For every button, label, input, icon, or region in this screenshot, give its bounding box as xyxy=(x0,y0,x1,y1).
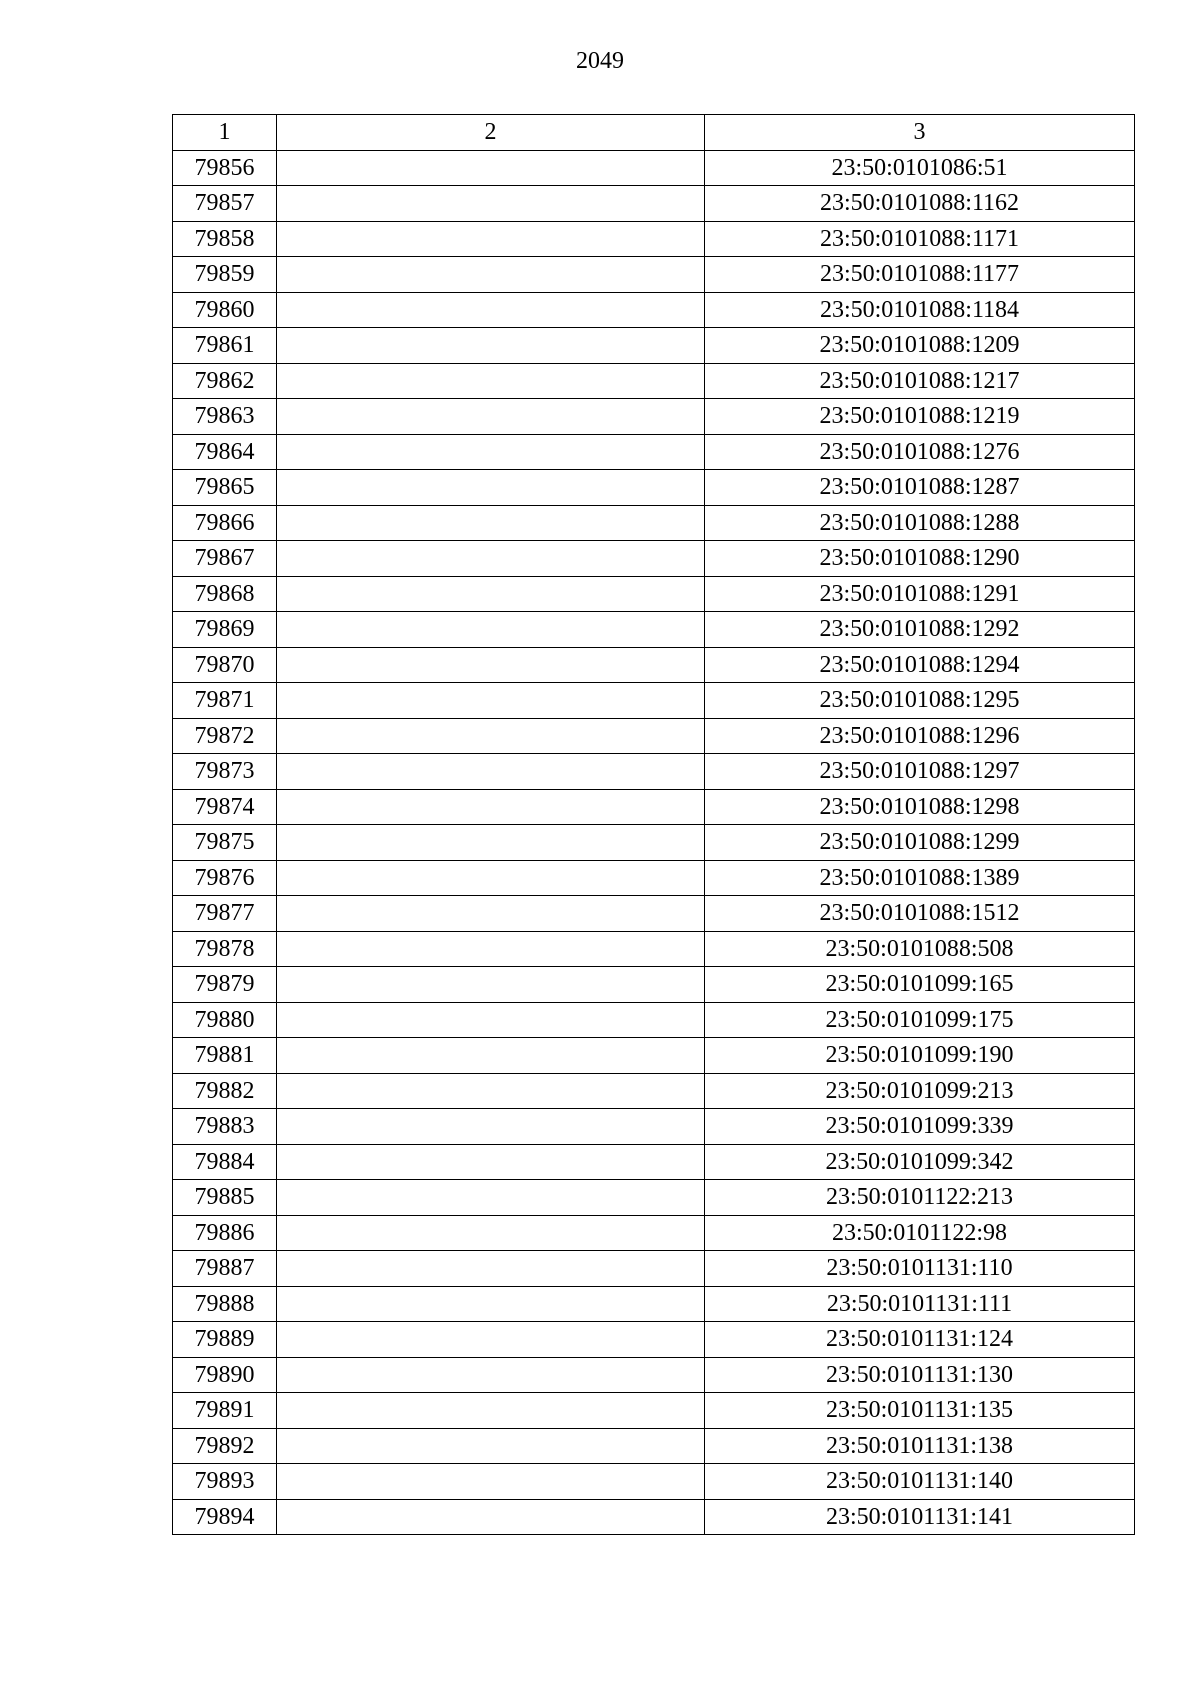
cadastral-number-cell: 23:50:0101088:1209 xyxy=(705,328,1135,364)
table-row xyxy=(173,860,1135,896)
row-empty-cell xyxy=(277,221,705,257)
table-row xyxy=(173,1144,1135,1180)
row-empty-cell xyxy=(277,1073,705,1109)
cadastral-number-cell: 23:50:0101088:1287 xyxy=(705,470,1135,506)
table-row xyxy=(173,789,1135,825)
table-row xyxy=(173,150,1135,186)
table-row xyxy=(173,470,1135,506)
table-row xyxy=(173,292,1135,328)
row-number-cell: 79885 xyxy=(173,1180,277,1216)
row-empty-cell xyxy=(277,1180,705,1216)
cadastral-number-cell: 23:50:0101122:213 xyxy=(705,1180,1135,1216)
row-number-cell: 79884 xyxy=(173,1144,277,1180)
row-empty-cell xyxy=(277,257,705,293)
row-number-cell: 79894 xyxy=(173,1499,277,1535)
row-number-cell: 79872 xyxy=(173,718,277,754)
table-body xyxy=(173,150,1135,1535)
table-row xyxy=(173,1109,1135,1145)
table-row xyxy=(173,1002,1135,1038)
row-empty-cell xyxy=(277,1357,705,1393)
row-empty-cell xyxy=(277,505,705,541)
row-empty-cell xyxy=(277,1464,705,1500)
row-empty-cell xyxy=(277,825,705,861)
table-header xyxy=(173,115,1135,151)
table-row xyxy=(173,1322,1135,1358)
row-empty-cell xyxy=(277,612,705,648)
cadastral-number-cell: 23:50:0101131:124 xyxy=(705,1322,1135,1358)
cadastral-number-cell: 23:50:0101099:342 xyxy=(705,1144,1135,1180)
cadastral-number-cell: 23:50:0101131:110 xyxy=(705,1251,1135,1287)
table-row xyxy=(173,434,1135,470)
page-number: 2049 xyxy=(576,48,624,74)
row-number-cell: 79865 xyxy=(173,470,277,506)
row-number-cell: 79861 xyxy=(173,328,277,364)
cadastral-number-cell: 23:50:0101131:111 xyxy=(705,1286,1135,1322)
cadastral-number-cell: 23:50:0101088:1298 xyxy=(705,789,1135,825)
column-header-2: 2 xyxy=(277,115,705,151)
cadastral-number-cell: 23:50:0101088:1217 xyxy=(705,363,1135,399)
row-number-cell: 79889 xyxy=(173,1322,277,1358)
row-number-cell: 79859 xyxy=(173,257,277,293)
row-number-cell: 79893 xyxy=(173,1464,277,1500)
table-row xyxy=(173,1215,1135,1251)
row-number-cell: 79862 xyxy=(173,363,277,399)
row-empty-cell xyxy=(277,1109,705,1145)
cadastral-number-cell: 23:50:0101131:141 xyxy=(705,1499,1135,1535)
row-number-cell: 79878 xyxy=(173,931,277,967)
table-row xyxy=(173,1464,1135,1500)
row-empty-cell xyxy=(277,292,705,328)
table-row xyxy=(173,1073,1135,1109)
table-row xyxy=(173,257,1135,293)
row-number-cell: 79887 xyxy=(173,1251,277,1287)
row-number-cell: 79888 xyxy=(173,1286,277,1322)
cadastral-number-cell: 23:50:0101088:1290 xyxy=(705,541,1135,577)
row-number-cell: 79869 xyxy=(173,612,277,648)
row-empty-cell xyxy=(277,328,705,364)
cadastral-number-cell: 23:50:0101088:1389 xyxy=(705,860,1135,896)
cadastral-number-cell: 23:50:0101099:339 xyxy=(705,1109,1135,1145)
table-row xyxy=(173,399,1135,435)
row-empty-cell xyxy=(277,576,705,612)
data-table xyxy=(172,114,1135,1535)
cadastral-number-cell: 23:50:0101088:1291 xyxy=(705,576,1135,612)
row-number-cell: 79877 xyxy=(173,896,277,932)
row-empty-cell xyxy=(277,1322,705,1358)
row-empty-cell xyxy=(277,1393,705,1429)
cadastral-number-cell: 23:50:0101088:1296 xyxy=(705,718,1135,754)
cadastral-number-cell: 23:50:0101088:1295 xyxy=(705,683,1135,719)
cadastral-number-cell: 23:50:0101088:1162 xyxy=(705,186,1135,222)
column-header-1: 1 xyxy=(173,115,277,151)
cadastral-number-cell: 23:50:0101122:98 xyxy=(705,1215,1135,1251)
row-empty-cell xyxy=(277,470,705,506)
row-empty-cell xyxy=(277,967,705,1003)
row-empty-cell xyxy=(277,931,705,967)
table-row xyxy=(173,1180,1135,1216)
cadastral-number-cell: 23:50:0101099:213 xyxy=(705,1073,1135,1109)
row-number-cell: 79876 xyxy=(173,860,277,896)
cadastral-number-cell: 23:50:0101088:1276 xyxy=(705,434,1135,470)
row-empty-cell xyxy=(277,683,705,719)
row-number-cell: 79883 xyxy=(173,1109,277,1145)
cadastral-number-cell: 23:50:0101099:190 xyxy=(705,1038,1135,1074)
table-row xyxy=(173,612,1135,648)
row-number-cell: 79892 xyxy=(173,1428,277,1464)
cadastral-number-cell: 23:50:0101099:175 xyxy=(705,1002,1135,1038)
row-number-cell: 79868 xyxy=(173,576,277,612)
cadastral-number-cell: 23:50:0101088:1219 xyxy=(705,399,1135,435)
table-row xyxy=(173,967,1135,1003)
cadastral-number-cell: 23:50:0101088:1299 xyxy=(705,825,1135,861)
row-number-cell: 79890 xyxy=(173,1357,277,1393)
row-number-cell: 79856 xyxy=(173,150,277,186)
cadastral-number-cell: 23:50:0101088:1171 xyxy=(705,221,1135,257)
cadastral-number-cell: 23:50:0101088:1177 xyxy=(705,257,1135,293)
row-number-cell: 79881 xyxy=(173,1038,277,1074)
table-row xyxy=(173,363,1135,399)
table-row xyxy=(173,1357,1135,1393)
row-empty-cell xyxy=(277,399,705,435)
row-empty-cell xyxy=(277,541,705,577)
cadastral-number-cell: 23:50:0101131:130 xyxy=(705,1357,1135,1393)
row-number-cell: 79873 xyxy=(173,754,277,790)
table-row xyxy=(173,896,1135,932)
row-empty-cell xyxy=(277,363,705,399)
row-empty-cell xyxy=(277,1038,705,1074)
row-number-cell: 79874 xyxy=(173,789,277,825)
row-empty-cell xyxy=(277,860,705,896)
row-number-cell: 79870 xyxy=(173,647,277,683)
row-number-cell: 79857 xyxy=(173,186,277,222)
table-row xyxy=(173,1428,1135,1464)
row-number-cell: 79875 xyxy=(173,825,277,861)
row-empty-cell xyxy=(277,434,705,470)
table-row xyxy=(173,328,1135,364)
row-number-cell: 79886 xyxy=(173,1215,277,1251)
table-row xyxy=(173,576,1135,612)
table-row xyxy=(173,754,1135,790)
row-number-cell: 79866 xyxy=(173,505,277,541)
cadastral-number-cell: 23:50:0101131:138 xyxy=(705,1428,1135,1464)
row-number-cell: 79880 xyxy=(173,1002,277,1038)
cadastral-number-cell: 23:50:0101131:135 xyxy=(705,1393,1135,1429)
row-empty-cell xyxy=(277,718,705,754)
table-row xyxy=(173,683,1135,719)
row-empty-cell xyxy=(277,789,705,825)
table-row xyxy=(173,541,1135,577)
cadastral-number-cell: 23:50:0101088:1297 xyxy=(705,754,1135,790)
row-number-cell: 79863 xyxy=(173,399,277,435)
row-empty-cell xyxy=(277,1144,705,1180)
table-row xyxy=(173,931,1135,967)
row-number-cell: 79864 xyxy=(173,434,277,470)
table-row xyxy=(173,1038,1135,1074)
row-empty-cell xyxy=(277,150,705,186)
row-number-cell: 79879 xyxy=(173,967,277,1003)
row-number-cell: 79858 xyxy=(173,221,277,257)
table-row xyxy=(173,1251,1135,1287)
row-number-cell: 79882 xyxy=(173,1073,277,1109)
table-row xyxy=(173,186,1135,222)
table-row xyxy=(173,1286,1135,1322)
row-empty-cell xyxy=(277,1499,705,1535)
table-row xyxy=(173,1499,1135,1535)
row-empty-cell xyxy=(277,1215,705,1251)
cadastral-number-cell: 23:50:0101099:165 xyxy=(705,967,1135,1003)
cadastral-number-cell: 23:50:0101086:51 xyxy=(705,150,1135,186)
table-row xyxy=(173,1393,1135,1429)
cadastral-number-cell: 23:50:0101131:140 xyxy=(705,1464,1135,1500)
row-empty-cell xyxy=(277,647,705,683)
header-row xyxy=(173,115,1135,151)
row-number-cell: 79867 xyxy=(173,541,277,577)
cadastral-number-cell: 23:50:0101088:1184 xyxy=(705,292,1135,328)
table-row xyxy=(173,221,1135,257)
cadastral-number-cell: 23:50:0101088:1512 xyxy=(705,896,1135,932)
cadastral-number-cell: 23:50:0101088:1294 xyxy=(705,647,1135,683)
row-empty-cell xyxy=(277,1002,705,1038)
cadastral-number-cell: 23:50:0101088:1292 xyxy=(705,612,1135,648)
cadastral-number-cell: 23:50:0101088:508 xyxy=(705,931,1135,967)
row-empty-cell xyxy=(277,896,705,932)
row-number-cell: 79891 xyxy=(173,1393,277,1429)
column-header-3: 3 xyxy=(705,115,1135,151)
row-empty-cell xyxy=(277,1428,705,1464)
row-number-cell: 79860 xyxy=(173,292,277,328)
row-empty-cell xyxy=(277,186,705,222)
row-empty-cell xyxy=(277,1286,705,1322)
row-empty-cell xyxy=(277,1251,705,1287)
row-number-cell: 79871 xyxy=(173,683,277,719)
row-empty-cell xyxy=(277,754,705,790)
table-row xyxy=(173,718,1135,754)
table-row xyxy=(173,647,1135,683)
table-row xyxy=(173,825,1135,861)
table-row xyxy=(173,505,1135,541)
cadastral-number-cell: 23:50:0101088:1288 xyxy=(705,505,1135,541)
